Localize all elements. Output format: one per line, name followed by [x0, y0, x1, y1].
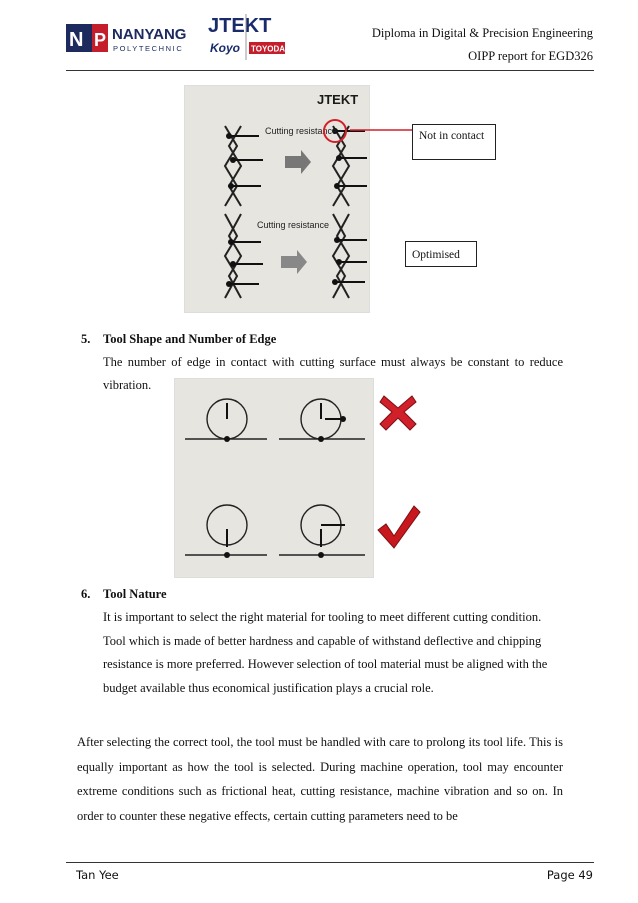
svg-text:N: N: [69, 29, 84, 51]
callout-optimised: Optimised: [405, 241, 477, 267]
figure1-brand: JTEKT: [317, 92, 359, 107]
callout-arrow: [330, 120, 420, 140]
footer-page-number: Page 49: [546, 868, 593, 882]
section-5-heading: [81, 328, 563, 351]
header-program: Diploma in Digital & Precision Engineering: [371, 26, 593, 40]
header-report: OIPP report for EGD326: [468, 49, 593, 63]
section-6-heading: [81, 583, 563, 606]
footer-divider: [66, 862, 594, 863]
nyp-logo-sub: POLYTECHNIC: [113, 44, 184, 53]
jtekt-logo-toyoda: TOYODA: [251, 44, 286, 54]
svg-text:P: P: [94, 30, 107, 50]
figure1-label-top: Cutting resistance: [265, 126, 338, 136]
header-divider: [66, 70, 594, 71]
section-6-title: Tool Nature: [103, 587, 167, 601]
section-5-number: 5.: [81, 332, 91, 346]
section-5-title: Tool Shape and Number of Edge: [103, 332, 277, 346]
check-icon: [374, 502, 422, 550]
tool-edge-contact-photo: [174, 378, 374, 578]
section-tool-nature: [81, 583, 563, 700]
closing-paragraph: After selecting the correct tool, the tool must be handled with care to prolong its tool life. This is equally important as how the tool is selected. During machine operation, tool may encounter extreme conditions such as frictional heat, cutting resistance, machine vibration and so on. In order to counter these negative effects, certain cutting parameters need to be: [77, 735, 563, 823]
jtekt-logo: [206, 12, 286, 62]
callout-not-in-contact: Not in contact: [412, 124, 496, 160]
figure1-label-bottom: Cutting resistance: [257, 220, 330, 230]
nyp-logo-name: NANYANG: [112, 26, 187, 43]
jtekt-logo-koyo: Koyo: [210, 41, 240, 55]
section-5-body: The number of edge in contact with cutting surface must always be constant to reduce vibration.: [103, 355, 563, 392]
jtekt-logo-top: JTEKT: [208, 15, 272, 37]
section-6-number: 6.: [81, 587, 91, 601]
footer-author: Tan Yee: [76, 868, 119, 882]
section-6-body: It is important to select the right material for tooling to meet different cutting condition. Tool which is made of better hardness and capable of withstand deflective and chipping resistance is more preferred. However selection of tool material must be aligned with the budget available thus economical justification plays a crucial role.: [103, 610, 548, 695]
nyp-logo: [66, 20, 198, 56]
cross-icon: [378, 392, 418, 432]
